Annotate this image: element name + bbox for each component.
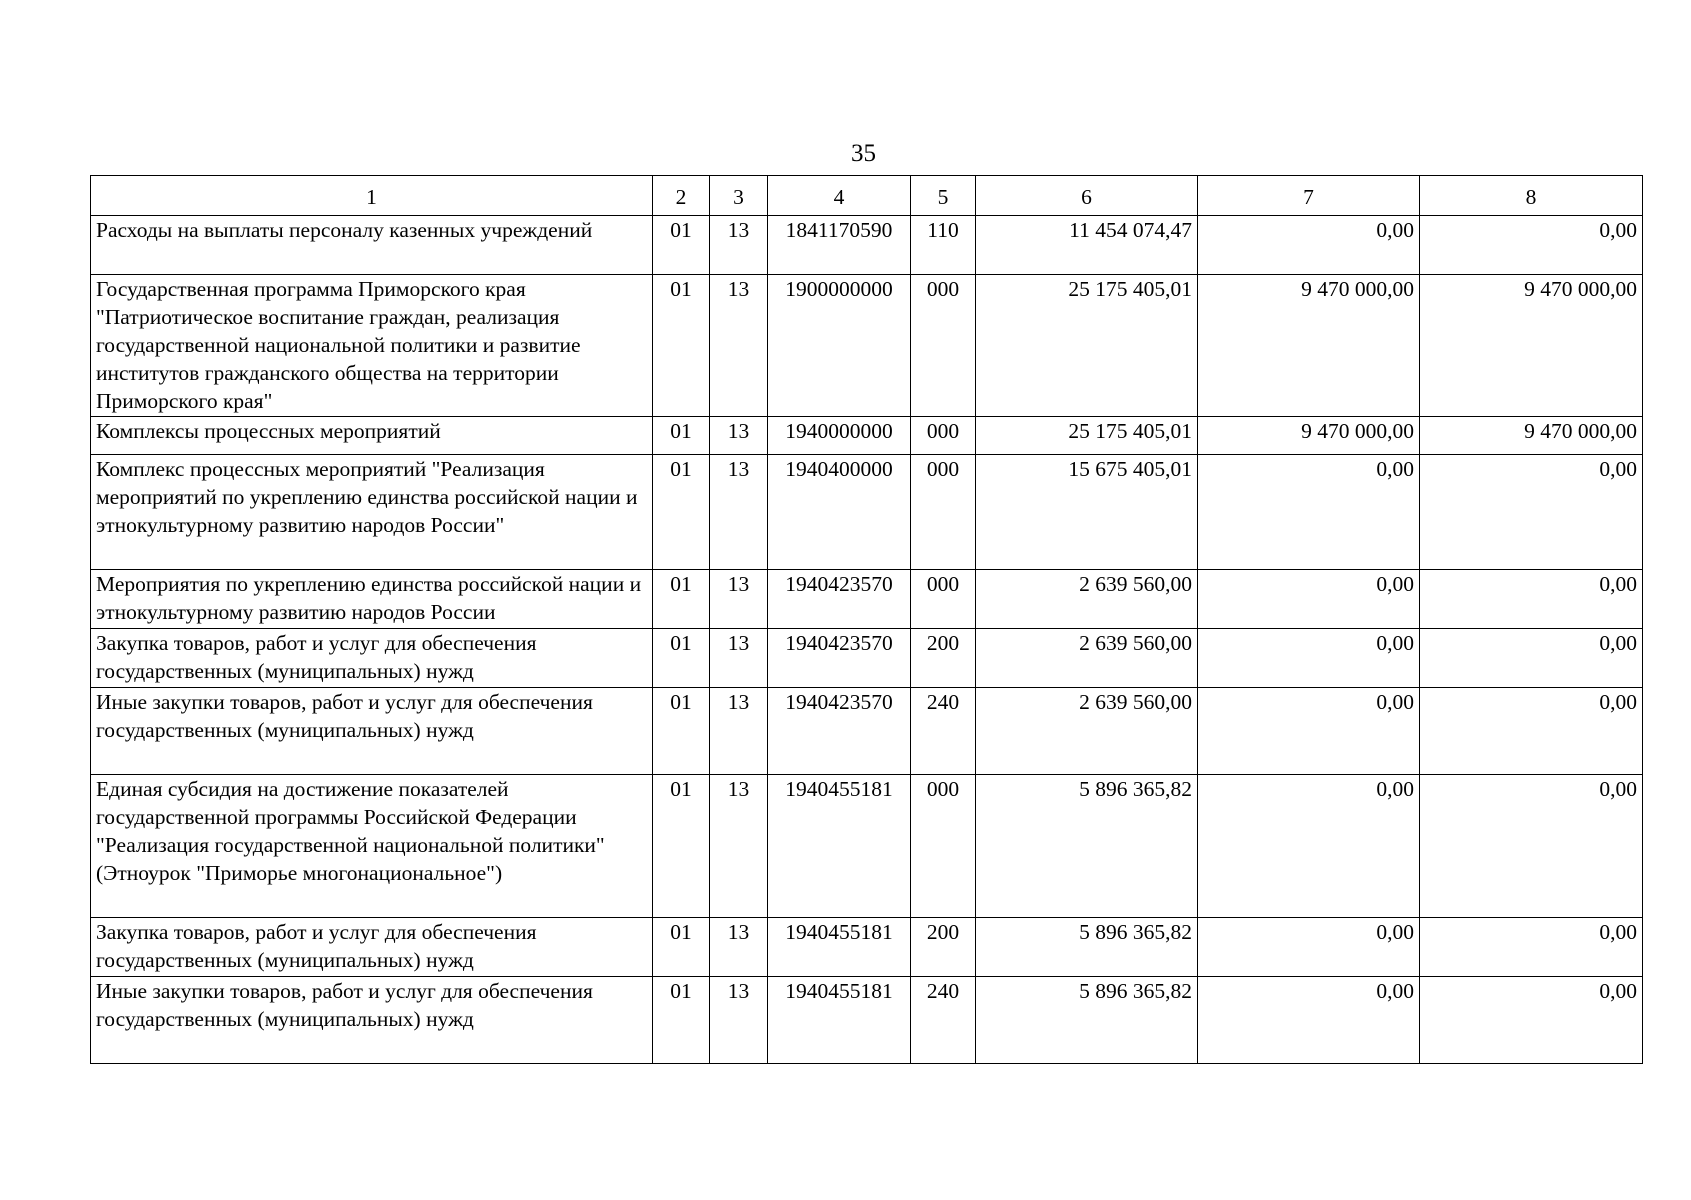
row-expense-type: 240 [911, 977, 976, 1064]
row-amount-col6: 25 175 405,01 [976, 275, 1198, 417]
column-header: 4 [768, 176, 911, 216]
column-header: 7 [1198, 176, 1420, 216]
row-amount-col6: 5 896 365,82 [976, 918, 1198, 977]
row-section: 01 [653, 629, 710, 688]
row-subsection: 13 [710, 629, 768, 688]
row-amount-col6: 5 896 365,82 [976, 977, 1198, 1064]
row-amount-col7: 0,00 [1198, 918, 1420, 977]
column-header: 5 [911, 176, 976, 216]
row-amount-col6: 5 896 365,82 [976, 775, 1198, 918]
row-amount-col8: 9 470 000,00 [1420, 275, 1643, 417]
column-header-row [91, 176, 1643, 216]
row-amount-col6: 11 454 074,47 [976, 216, 1198, 275]
row-section: 01 [653, 688, 710, 775]
row-subsection: 13 [710, 216, 768, 275]
row-expense-type: 240 [911, 688, 976, 775]
row-section: 01 [653, 417, 710, 455]
row-expense-type: 000 [911, 570, 976, 629]
row-name: Государственная программа Приморского края "Патриотическое воспитание граждан, реализация государственной национальной политики и развитие институтов гражданского общества на территории Приморского края" [91, 275, 653, 417]
row-amount-col6: 25 175 405,01 [976, 417, 1198, 455]
row-target-code: 1940423570 [768, 688, 911, 775]
row-name: Закупка товаров, работ и услуг для обеспечения государственных (муниципальных) нужд [91, 918, 653, 977]
row-amount-col6: 2 639 560,00 [976, 570, 1198, 629]
row-amount-col7: 0,00 [1198, 977, 1420, 1064]
row-target-code: 1940455181 [768, 775, 911, 918]
column-header: 1 [91, 176, 653, 216]
row-amount-col8: 0,00 [1420, 775, 1643, 918]
table-row [91, 775, 1643, 918]
budget-table [90, 175, 1643, 1064]
table-row [91, 570, 1643, 629]
row-amount-col6: 2 639 560,00 [976, 688, 1198, 775]
row-name: Комплексы процессных мероприятий [91, 417, 653, 455]
row-amount-col7: 9 470 000,00 [1198, 275, 1420, 417]
row-amount-col8: 0,00 [1420, 216, 1643, 275]
row-amount-col8: 0,00 [1420, 570, 1643, 629]
row-expense-type: 200 [911, 918, 976, 977]
row-subsection: 13 [710, 275, 768, 417]
table-row [91, 275, 1643, 417]
page-number: 35 [851, 140, 876, 167]
row-section: 01 [653, 216, 710, 275]
row-name: Закупка товаров, работ и услуг для обеспечения государственных (муниципальных) нужд [91, 629, 653, 688]
row-amount-col7: 9 470 000,00 [1198, 417, 1420, 455]
table-row [91, 629, 1643, 688]
row-section: 01 [653, 570, 710, 629]
row-name: Комплекс процессных мероприятий "Реализация мероприятий по укреплению единства российской нации и этнокультурному развитию народов России" [91, 455, 653, 570]
row-target-code: 1940455181 [768, 977, 911, 1064]
table-row [91, 216, 1643, 275]
row-amount-col8: 9 470 000,00 [1420, 417, 1643, 455]
row-subsection: 13 [710, 455, 768, 570]
column-header: 3 [710, 176, 768, 216]
table-row [91, 688, 1643, 775]
row-amount-col6: 15 675 405,01 [976, 455, 1198, 570]
row-section: 01 [653, 918, 710, 977]
row-amount-col7: 0,00 [1198, 629, 1420, 688]
row-subsection: 13 [710, 977, 768, 1064]
row-subsection: 13 [710, 688, 768, 775]
row-target-code: 1940455181 [768, 918, 911, 977]
row-target-code: 1940000000 [768, 417, 911, 455]
row-target-code: 1900000000 [768, 275, 911, 417]
column-header: 6 [976, 176, 1198, 216]
column-header: 8 [1420, 176, 1643, 216]
row-amount-col7: 0,00 [1198, 775, 1420, 918]
row-subsection: 13 [710, 775, 768, 918]
row-subsection: 13 [710, 570, 768, 629]
row-amount-col7: 0,00 [1198, 570, 1420, 629]
row-amount-col8: 0,00 [1420, 629, 1643, 688]
column-header: 2 [653, 176, 710, 216]
row-amount-col8: 0,00 [1420, 918, 1643, 977]
row-amount-col8: 0,00 [1420, 688, 1643, 775]
row-name: Мероприятия по укреплению единства российской нации и этнокультурному развитию народов России [91, 570, 653, 629]
row-subsection: 13 [710, 918, 768, 977]
table-row [91, 977, 1643, 1064]
row-subsection: 13 [710, 417, 768, 455]
row-expense-type: 000 [911, 275, 976, 417]
row-section: 01 [653, 977, 710, 1064]
row-expense-type: 000 [911, 775, 976, 918]
row-target-code: 1841170590 [768, 216, 911, 275]
row-section: 01 [653, 775, 710, 918]
table-row [91, 455, 1643, 570]
row-target-code: 1940423570 [768, 570, 911, 629]
row-expense-type: 000 [911, 455, 976, 570]
row-name: Расходы на выплаты персоналу казенных учреждений [91, 216, 653, 275]
row-amount-col7: 0,00 [1198, 455, 1420, 570]
row-amount-col8: 0,00 [1420, 977, 1643, 1064]
row-expense-type: 110 [911, 216, 976, 275]
table-row [91, 417, 1643, 455]
row-expense-type: 200 [911, 629, 976, 688]
table-row [91, 918, 1643, 977]
row-amount-col7: 0,00 [1198, 216, 1420, 275]
row-target-code: 1940400000 [768, 455, 911, 570]
row-section: 01 [653, 275, 710, 417]
row-name: Иные закупки товаров, работ и услуг для обеспечения государственных (муниципальных) нужд [91, 977, 653, 1064]
row-section: 01 [653, 455, 710, 570]
row-name: Иные закупки товаров, работ и услуг для обеспечения государственных (муниципальных) нужд [91, 688, 653, 775]
row-amount-col8: 0,00 [1420, 455, 1643, 570]
row-amount-col6: 2 639 560,00 [976, 629, 1198, 688]
row-expense-type: 000 [911, 417, 976, 455]
row-amount-col7: 0,00 [1198, 688, 1420, 775]
row-target-code: 1940423570 [768, 629, 911, 688]
row-name: Единая субсидия на достижение показателей государственной программы Российской Федерации "Реализация государственной национальной политики" (Этноурок "Приморье многонациональное") [91, 775, 653, 918]
